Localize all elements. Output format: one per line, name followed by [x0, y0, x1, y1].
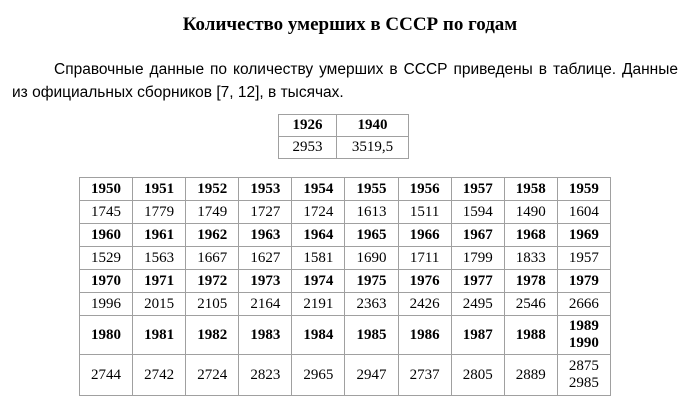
- value-cell: 1490: [504, 201, 557, 224]
- year-cell: 1976: [398, 270, 451, 293]
- table-year-row: [80, 270, 611, 293]
- value-cell: 1711: [398, 247, 451, 270]
- value-cell: 2426: [398, 293, 451, 316]
- value-cell: 1613: [345, 201, 398, 224]
- year-cell: 1988: [504, 316, 557, 355]
- deaths-by-year-table: [79, 177, 611, 396]
- year-cell: 1980: [80, 316, 133, 355]
- summary-year-row: [279, 115, 409, 137]
- year-cell: 1953: [239, 178, 292, 201]
- value-cell: 1581: [292, 247, 345, 270]
- value-cell: 2823: [239, 355, 292, 396]
- value-cell: 1799: [451, 247, 504, 270]
- value-cell: 2953: [279, 137, 337, 159]
- year-cell: 1986: [398, 316, 451, 355]
- year-cell: 1940: [337, 115, 409, 137]
- year-cell: 1987: [451, 316, 504, 355]
- year-cell: 1954: [292, 178, 345, 201]
- value-cell: 2495: [451, 293, 504, 316]
- year-cell: 1926: [279, 115, 337, 137]
- summary-table: [278, 114, 409, 159]
- value-cell: 1627: [239, 247, 292, 270]
- year-cell: 1964: [292, 224, 345, 247]
- value-cell: 2875 2985: [557, 355, 610, 396]
- value-cell: 1833: [504, 247, 557, 270]
- value-cell: 2737: [398, 355, 451, 396]
- value-cell: 1529: [80, 247, 133, 270]
- year-cell: 1965: [345, 224, 398, 247]
- value-cell: 1749: [186, 201, 239, 224]
- table-year-row: [80, 224, 611, 247]
- value-cell: 1667: [186, 247, 239, 270]
- value-cell: 2947: [345, 355, 398, 396]
- value-cell: 2965: [292, 355, 345, 396]
- table-year-row: [80, 178, 611, 201]
- value-cell: 2742: [133, 355, 186, 396]
- value-cell: 1594: [451, 201, 504, 224]
- table-year-row: [80, 316, 611, 355]
- value-cell: 2546: [504, 293, 557, 316]
- year-cell: 1977: [451, 270, 504, 293]
- table-value-row: [80, 355, 611, 396]
- value-cell: 1996: [80, 293, 133, 316]
- year-cell: 1955: [345, 178, 398, 201]
- value-cell: 1779: [133, 201, 186, 224]
- year-cell: 1960: [80, 224, 133, 247]
- value-cell: 2744: [80, 355, 133, 396]
- year-cell: 1958: [504, 178, 557, 201]
- table-value-row: [80, 201, 611, 224]
- year-cell: 1957: [451, 178, 504, 201]
- year-cell: 1982: [186, 316, 239, 355]
- value-cell: 2363: [345, 293, 398, 316]
- value-cell: 1724: [292, 201, 345, 224]
- value-cell: 2015: [133, 293, 186, 316]
- year-cell: 1967: [451, 224, 504, 247]
- value-cell: 2889: [504, 355, 557, 396]
- value-cell: 2724: [186, 355, 239, 396]
- value-cell: 1957: [557, 247, 610, 270]
- value-cell: 1511: [398, 201, 451, 224]
- year-cell: 1975: [345, 270, 398, 293]
- value-cell: 2164: [239, 293, 292, 316]
- year-cell: 1971: [133, 270, 186, 293]
- value-cell: 2105: [186, 293, 239, 316]
- year-cell: 1956: [398, 178, 451, 201]
- year-cell: 1966: [398, 224, 451, 247]
- value-cell: 1604: [557, 201, 610, 224]
- intro-paragraph: Справочные данные по количеству умерших в СССР приведены в таблице. Данные из официальных сборников [7, 12], в тысячах.: [12, 61, 678, 101]
- year-cell: 1978: [504, 270, 557, 293]
- value-cell: 2191: [292, 293, 345, 316]
- year-cell: 1961: [133, 224, 186, 247]
- value-cell: 2805: [451, 355, 504, 396]
- year-cell: 1952: [186, 178, 239, 201]
- year-cell: 1981: [133, 316, 186, 355]
- year-cell: 1968: [504, 224, 557, 247]
- year-cell: 1969: [557, 224, 610, 247]
- year-cell: 1959: [557, 178, 610, 201]
- value-cell: 1727: [239, 201, 292, 224]
- value-cell: 1563: [133, 247, 186, 270]
- year-cell: 1974: [292, 270, 345, 293]
- summary-value-row: [279, 137, 409, 159]
- year-cell: 1973: [239, 270, 292, 293]
- page-title: Количество умерших в СССР по годам: [182, 14, 518, 35]
- value-cell: 3519,5: [337, 137, 409, 159]
- year-cell: 1989 1990: [557, 316, 610, 355]
- table-value-row: [80, 247, 611, 270]
- year-cell: 1984: [292, 316, 345, 355]
- year-cell: 1979: [557, 270, 610, 293]
- year-cell: 1970: [80, 270, 133, 293]
- value-cell: 1690: [345, 247, 398, 270]
- value-cell: 1745: [80, 201, 133, 224]
- year-cell: 1962: [186, 224, 239, 247]
- value-cell: 2666: [557, 293, 610, 316]
- year-cell: 1985: [345, 316, 398, 355]
- table-value-row: [80, 293, 611, 316]
- year-cell: 1951: [133, 178, 186, 201]
- year-cell: 1950: [80, 178, 133, 201]
- year-cell: 1983: [239, 316, 292, 355]
- year-cell: 1963: [239, 224, 292, 247]
- year-cell: 1972: [186, 270, 239, 293]
